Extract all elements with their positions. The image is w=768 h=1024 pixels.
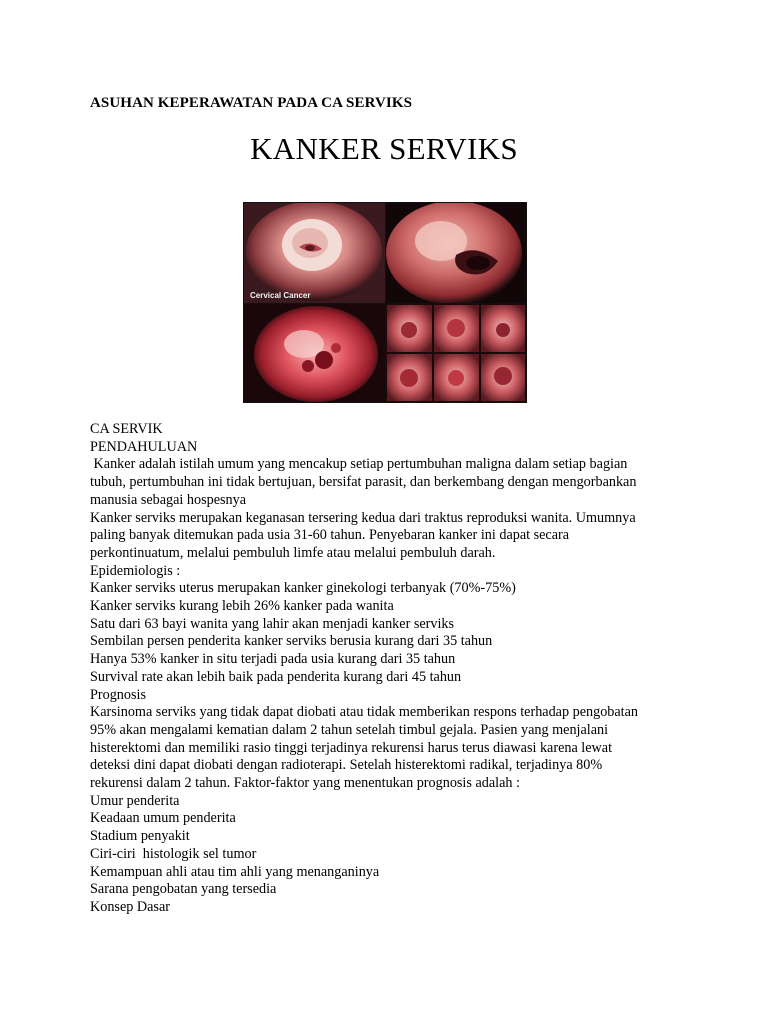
document-title: KANKER SERVIKS <box>250 131 518 166</box>
paragraph-line: manusia sebagai hospesnya <box>90 491 247 508</box>
list-item: Survival rate akan lebih baik pada penderita kurang dari 45 tahun <box>90 668 462 685</box>
paragraph-line: deteksi dini dapat diobati dengan radioterapi. Setelah histerektomi radikal, terjadinya 80% <box>90 757 603 774</box>
section-heading-konsep-dasar: Konsep Dasar <box>90 898 170 915</box>
cervix-photo-3 <box>244 304 385 402</box>
paragraph-line: histerektomi dan memiliki rasio tinggi terjadinya rekurensi harus terus diawasi karena lewat <box>90 739 613 756</box>
cervix-photo-grid <box>386 304 526 402</box>
paragraph-line: perkontinuatum, melalui pembuluh limfe atau melalui pembuluh darah. <box>90 544 496 561</box>
list-item: Satu dari 63 bayi wanita yang lahir akan menjadi kanker serviks <box>90 615 455 632</box>
list-item: Kemampuan ahli atau tim ahli yang menanganinya <box>90 863 380 880</box>
list-item: Keadaan umum penderita <box>90 810 236 827</box>
list-item: Stadium penyakit <box>90 828 190 845</box>
paragraph-line: tubuh, pertumbuhan ini tidak bertujuan, bersifat parasit, dan berkembang dengan mengorbankan <box>90 474 637 491</box>
section-heading-epidemiologis: Epidemiologis : <box>90 562 181 579</box>
document-heading: ASUHAN KEPERAWATAN PADA CA SERVIKS <box>90 95 413 111</box>
list-item: Umur penderita <box>90 792 180 809</box>
cervix-photo-2 <box>386 203 526 303</box>
paragraph-line: Kanker adalah istilah umum yang mencakup setiap pertumbuhan maligna dalam setiap bagian <box>90 456 628 473</box>
paragraph-line: Kanker serviks merupakan keganasan tersering kedua dari traktus reproduksi wanita. Umumnya <box>90 509 636 526</box>
paragraph-line: paling banyak ditemukan pada usia 31-60 tahun. Penyebaran kanker ini dapat secara <box>90 527 570 544</box>
list-item: Sembilan persen penderita kanker serviks berusia kurang dari 35 tahun <box>90 633 493 650</box>
list-item: Hanya 53% kanker in situ terjadi pada usia kurang dari 35 tahun <box>90 651 456 668</box>
cervical-cancer-figure <box>243 202 527 403</box>
paragraph-line: 95% akan mengalami kematian dalam 2 tahun setelah timbul gejala. Pasien yang menjalani <box>90 721 609 738</box>
section-heading-prognosis: Prognosis <box>90 686 146 703</box>
list-item: Kanker serviks uterus merupakan kanker ginekologi terbanyak (70%-75%) <box>90 580 516 597</box>
cervix-photo-1 <box>244 203 385 303</box>
document-body <box>90 421 690 917</box>
figure-caption: Cervical Cancer <box>250 291 311 300</box>
paragraph-line: rekurensi dalam 2 tahun. Faktor-faktor yang menentukan prognosis adalah : <box>90 775 520 792</box>
list-item: Ciri-ciri histologik sel tumor <box>90 845 257 862</box>
list-item: Kanker serviks kurang lebih 26% kanker pada wanita <box>90 598 394 615</box>
section-heading-pendahuluan: PENDAHULUAN <box>90 438 198 455</box>
section-heading-ca-servik: CA SERVIK <box>90 421 163 437</box>
list-item: Sarana pengobatan yang tersedia <box>90 881 277 898</box>
paragraph-line: Karsinoma serviks yang tidak dapat diobati atau tidak memberikan respons terhadap pengobatan <box>90 704 639 721</box>
